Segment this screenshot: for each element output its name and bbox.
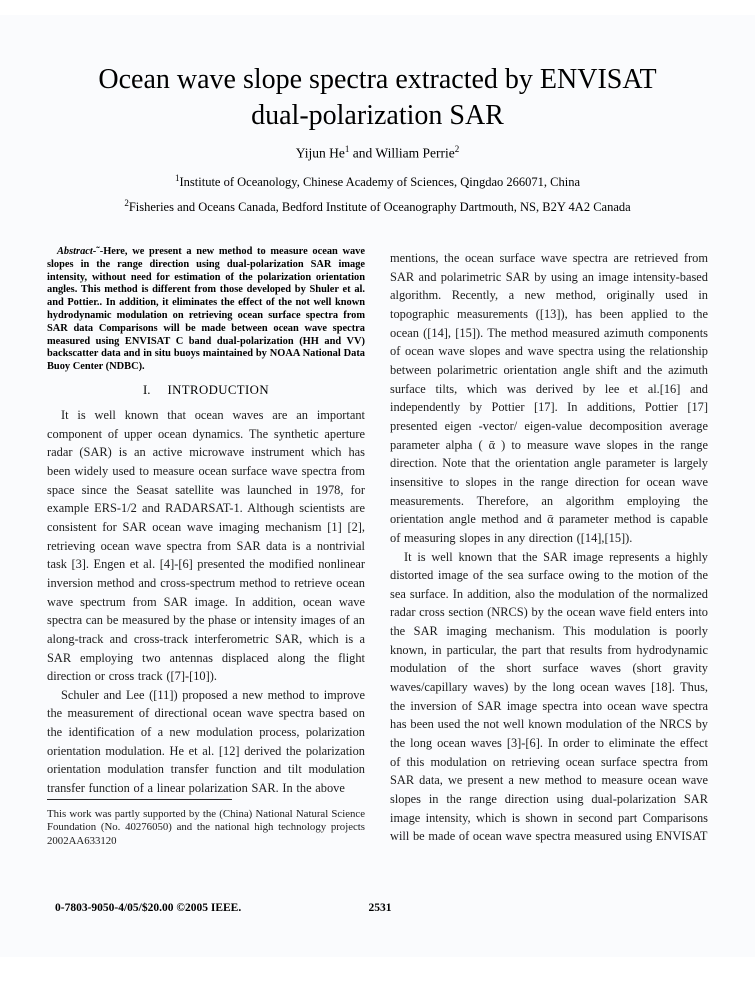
author-sup-1: 1 [344, 144, 350, 154]
support-footnote: This work was partly supported by the (China) National Natural Science Foundation (No. 40276050) and the national high technology projects 2002AA633120 [47, 799, 365, 848]
footer-copyright: 0-7803-9050-4/05/$20.00 ©2005 IEEE. [55, 902, 242, 914]
intro-paragraph-1: It is well known that ocean waves are an important component of upper ocean dynamics. The synthetic aperture radar (SAR) is an active microwave instrument which has been widely used to measure ocean surface wave spectra from space since the Seasat satellite was launched in 1978, for example ERS-1/2 and RADARSAT-1. Although scientists are consistent for SAR ocean wave imaging mechanism [1] [2], retrieving ocean wave spectra from SAR data is a nontrivial task [3]. Engen et al. [4]-[6] presented the modified nonlinear inversion method and cross-spectrum method to retrieve ocean wave spectrum from SAR image. In addition, ocean wave spectra can be measured by the phase or intensity images of an along-track and cross-track interferometric SAR, which is a SAR employing two antennas displaced along the flight direction or cross track ([7]-[10]). [47, 407, 365, 684]
paper-title-line1: Ocean wave slope spectra extracted by ENVISAT [98, 64, 657, 95]
affiliation-2 [0, 193, 755, 218]
author-name-1: Yijun He [295, 145, 345, 161]
abstract-paragraph [47, 246, 365, 374]
footer-page-number: 2531 [368, 902, 392, 914]
affiliation-1 [0, 168, 755, 193]
section-numeral: I. [143, 382, 151, 397]
abstract-dash: -˜- [92, 246, 104, 257]
affiliation-2-sup: 2 [124, 197, 129, 208]
abstract-text: Here, we present a new method to measure ocean wave slopes in the range direction using dual-polarization SAR image intensity, without need for estimation of the polarization orientation angles. This method is different from those developed by Shuler et al. and Pottier.. In addition, it eliminates the effect of the not well known hydrodynamic modulation on retrieving ocean surface spectra from SAR data Comparisons will be made between ocean wave spectra measured using ENVISAT C band dual-polarization (HH and VV) backscatter data and in situ buoys maintained by NOAA National Data Buoy Center (NDBC). [47, 246, 365, 373]
intro-paragraph-2: Schuler and Lee ([11]) proposed a new method to improve the measurement of directional ocean wave spectra based on the identification of a new modulation process, polarization orientation modulation. He et al. [12] derived the polarization orientation modulation transfer function and tilt modulation transfer function of a linear polarization SAR. In the above [47, 687, 365, 796]
affiliation-2-text: Fisheries and Oceans Canada, Bedford Institute of Oceanography Dartmouth, NS, B2Y 4A2 Canada [128, 199, 631, 214]
affiliations [0, 168, 755, 217]
author-sup-2: 2 [454, 144, 460, 154]
section-title: INTRODUCTION [167, 382, 269, 397]
abstract-label: Abstract [57, 246, 93, 257]
authors-connector: and [349, 145, 376, 161]
affiliation-1-text: Institute of Oceanology, Chinese Academy of Sciences, Qingdao 266071, China [179, 175, 580, 190]
section-heading-introduction [47, 383, 365, 398]
right-column [390, 249, 708, 846]
intro-paragraph-3: It is well known that the SAR image represents a highly distorted image of the sea surface owing to the motion of the sea surface. In addition, also the modulation of the normalized radar cross section (NRCS) by the ocean wave field enters into the SAR imaging mechanism. This modulation is poorly known, in particular, the part that results from hydrodynamic modulation of the short surface waves (short gravity waves/capillary waves) by the long ocean waves [18]. Thus, the inversion of SAR image spectra into ocean wave spectra has been used the not well known modulation of the NRCS by the long ocean waves [3]-[6]. In order to eliminate the effect of this modulation on retrieving ocean surface spectra from SAR data, we present a new method to measure ocean wave slopes in the range direction using dual-polarization SAR image intensity, which is shown in second part Comparisons will be made of ocean wave spectra measured using ENVISAT [390, 549, 708, 844]
author-name-2: William Perrie [375, 145, 455, 161]
intro-paragraph-2-continuation: mentions, the ocean surface wave spectra are retrieved from SAR and polarimetric SAR by using an image intensity-based algorithm. Recently, a new method, originally used in topographic measurements ([13]), has been applied to the ocean ([14], [15]). The method measured azimuth components of ocean wave slopes and wave spectra using the relationship between polarimetric orientation angle shift and the azimuth surface tilts, which was derived by lee et al.[16] and independently by Pottier [17]. In additions, Pottier [17] presented eigen -vector/ eigen-value decomposition average parameter alpha ( ᾱ ) to measure wave slopes in the range direction. Note that the orientation angle parameter is largely insensitive to slopes in the range direction for ocean wave measurements. Therefore, an algorithm employing the orientation angle method and ᾱ parameter method is capable of measuring slopes in any direction ([14],[15]). [390, 251, 708, 545]
authors-line [0, 144, 755, 162]
left-column [47, 246, 365, 848]
affiliation-1-sup: 1 [175, 173, 180, 183]
paper-title [0, 62, 755, 134]
paper-title-line2: dual-polarization SAR [251, 100, 504, 131]
